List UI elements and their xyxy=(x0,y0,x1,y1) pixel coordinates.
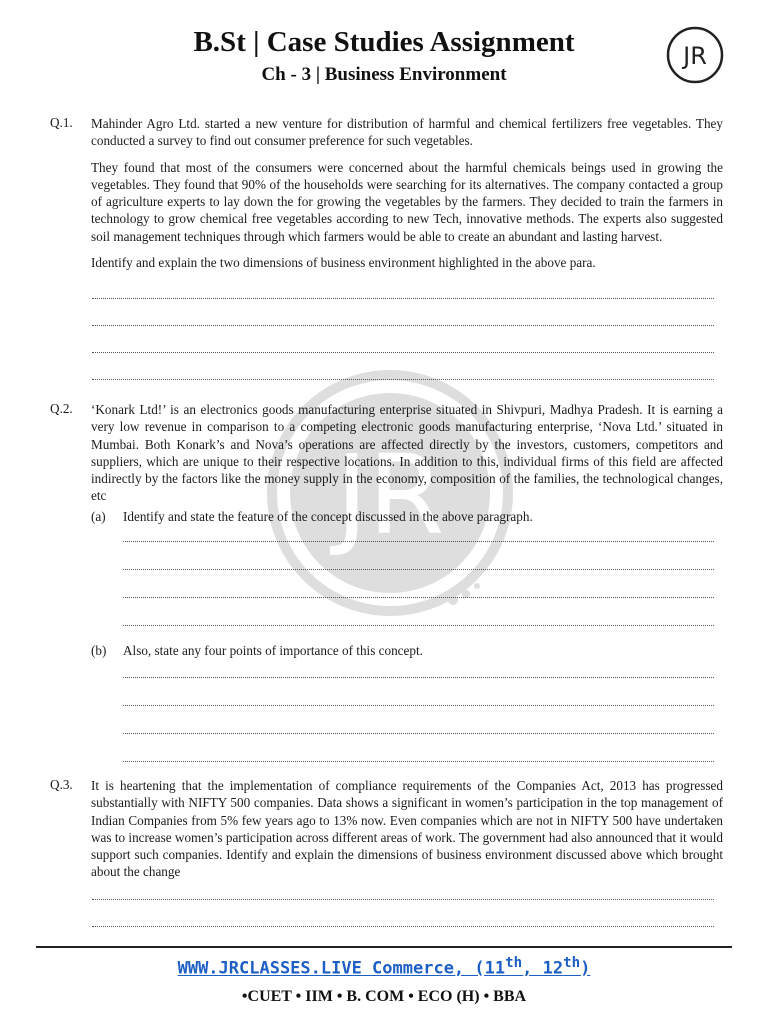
q3-body xyxy=(91,777,723,890)
jr-logo xyxy=(666,26,724,84)
q1-prompt: Identify and explain the two dimensions of business environment highlighted in the above para. xyxy=(91,255,596,271)
answer-line[interactable] xyxy=(123,541,714,542)
course-tags: •CUET • IIM • B. COM • ECO (H) • BBA xyxy=(241,988,527,1005)
website-link[interactable] xyxy=(0,955,768,979)
q2-body xyxy=(91,401,723,514)
chapter-subtitle: Ch - 3 | Business Environment xyxy=(261,64,507,85)
q3-para-1: It is heartening that the implementation of compliance requirements of the Companies Act, 2013 has progressed substantially with NIFTY 500 companies. Data shows a significant in women’s participation in the top management of Indian Companies from 5% few years ago to 13% now. Even companies which are not in NIFTY 500 have undertaken was to increase women’s participation across different areas of work. The government had also announced that it would support such companies. Identify and explain the dimensions of business environment discussed above which brought about the change xyxy=(91,778,723,880)
superscript-th: th xyxy=(505,955,523,971)
answer-line[interactable] xyxy=(123,677,714,678)
answer-line[interactable] xyxy=(123,569,714,570)
website-link-main[interactable]: WWW.JRCLASSES.LIVE Commerce, (11 xyxy=(177,958,506,979)
answer-line[interactable] xyxy=(123,705,714,706)
q2-para-1: ‘Konark Ltd!’ is an electronics goods manufacturing enterprise situated in Shivpuri, Madhya Pradesh. It is earning a very low revenue in comparison to a competing electronic goods manufacturing enterprise, ‘Nova Ltd.’ situated in Mumbai. Both Konark’s and Nova’s operations are affected directly by the investors, customers, competitors and suppliers, which are unique to their respective locations. In addition to this, individual firms of this field are affected indirectly by the factors like the money supply in the economy, composition of the families, the technological changes, etc xyxy=(91,402,723,504)
logo-text: JR xyxy=(683,42,707,70)
q1-para-2: They found that most of the consumers were concerned about the harmful chemicals beings used in growing the vegetables. They found that 90% of the households were searching for its alternatives. The company contacted a group of agriculture experts to lay down the for growing the vegetables by the farmers. They decided to train the farmers in technology to grow chemical free vegetables according to new Tech, innovative methods. The experts also suggested soil management techniques through which farmers would be able to create an abundant and lasting harvest. xyxy=(91,159,723,244)
q1-body xyxy=(91,115,723,280)
answer-line[interactable] xyxy=(92,352,714,353)
answer-line[interactable] xyxy=(123,597,714,598)
page-title: B.St | Case Studies Assignment xyxy=(193,26,575,58)
q2-number: Q.2. xyxy=(50,401,73,416)
answer-line[interactable] xyxy=(92,325,714,326)
answer-line[interactable] xyxy=(123,761,714,762)
website-link-end[interactable]: ) xyxy=(580,958,591,979)
answer-line[interactable] xyxy=(123,733,714,734)
answer-line[interactable] xyxy=(123,625,714,626)
q2-part-a-label: (a) xyxy=(91,509,106,524)
q3-number: Q.3. xyxy=(50,777,73,792)
answer-line[interactable] xyxy=(92,926,714,927)
q2-part-a-text: Identify and state the feature of the concept discussed in the above paragraph. xyxy=(123,509,533,524)
superscript-th: th xyxy=(563,955,581,971)
q1-para-1: Mahinder Agro Ltd. started a new venture for distribution of harmful and chemical fertilizers free vegetables. They conducted a survey to find out consumer preference for such vegetables. xyxy=(91,116,723,149)
q2-part-b-text: Also, state any four points of importance of this concept. xyxy=(123,643,423,658)
watermark-text: JR xyxy=(335,431,445,559)
website-link-mid[interactable]: , 12 xyxy=(522,958,564,979)
answer-line[interactable] xyxy=(92,899,714,900)
answer-line[interactable] xyxy=(92,298,714,299)
footer-divider xyxy=(36,946,732,948)
q2-part-b-label: (b) xyxy=(91,643,107,658)
answer-line[interactable] xyxy=(92,379,714,380)
q1-number: Q.1. xyxy=(50,115,73,130)
